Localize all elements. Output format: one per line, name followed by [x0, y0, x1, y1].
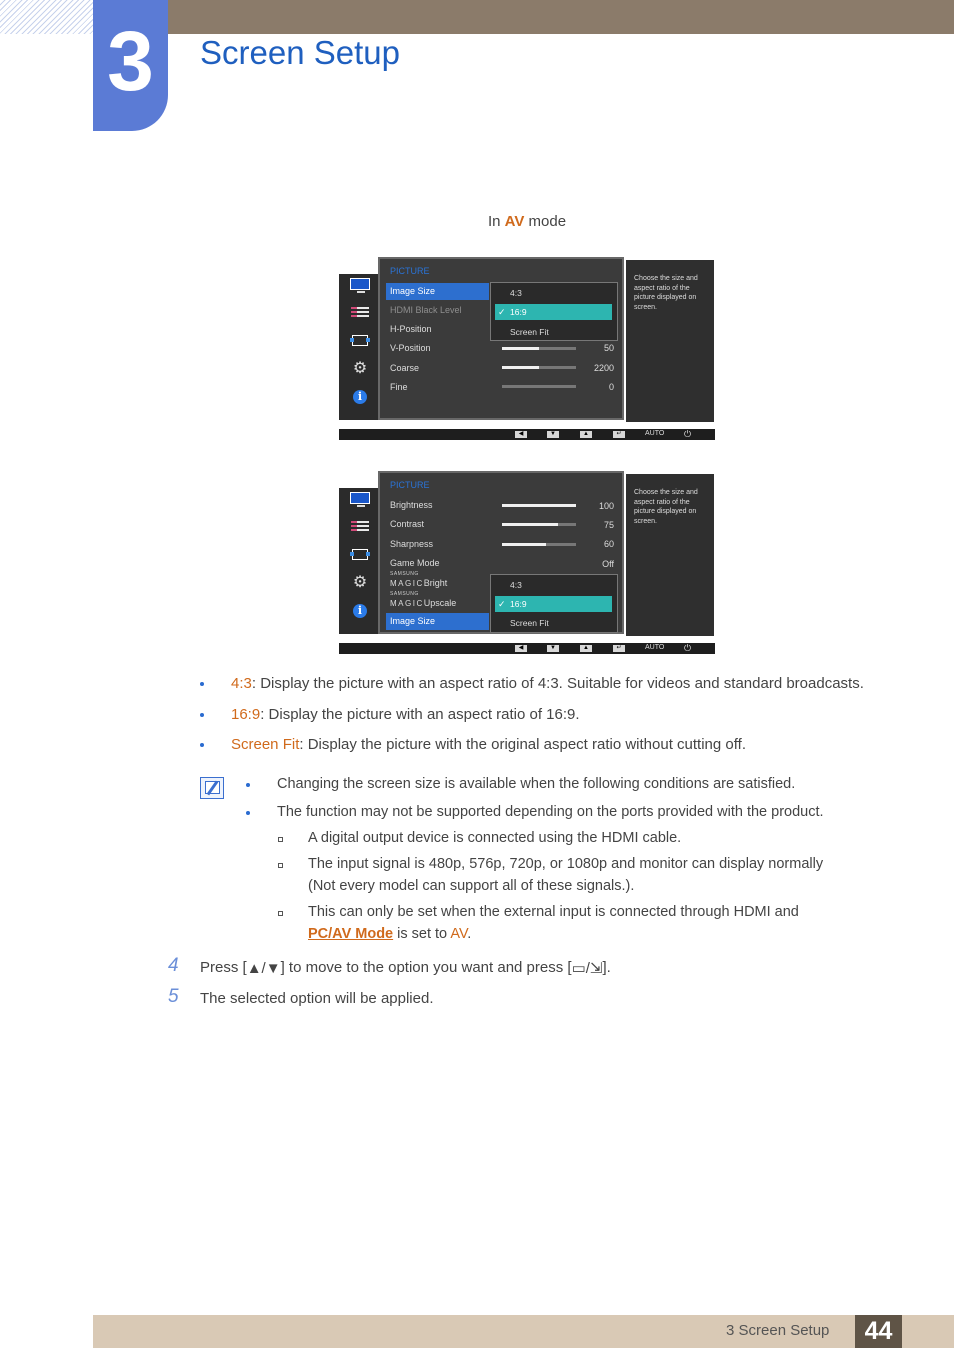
osd-menu-image-size-bottom [339, 471, 715, 655]
osd-item-fine[interactable]: Fine [390, 382, 408, 392]
osd-button-bar [339, 429, 715, 440]
osd-item-image-size[interactable]: Image Size [386, 283, 489, 300]
checkmark-icon: ✓ [498, 599, 506, 609]
option-4-3[interactable]: 4:3 [510, 288, 522, 298]
fine-value: 0 [608, 382, 614, 392]
contrast-slider[interactable] [502, 523, 576, 526]
sharpness-slider[interactable] [502, 543, 576, 546]
setup-gear-icon: ⚙ [352, 360, 368, 377]
fine-slider[interactable] [502, 385, 576, 388]
osd-main-panel [378, 471, 624, 634]
option-screen-fit[interactable]: Screen Fit [510, 327, 549, 337]
osd-item-sharpness[interactable]: Sharpness [390, 539, 434, 549]
header-hatch [0, 0, 93, 34]
image-size-dropdown [490, 282, 618, 341]
osd-item-coarse[interactable]: Coarse [390, 363, 420, 373]
osd-help-text: Choose the size and aspect ratio of the picture displayed on screen. [626, 260, 714, 422]
sharpness-value: 60 [603, 539, 614, 549]
osd-side-icons [339, 488, 378, 634]
osd-item-magic-upscale[interactable]: SAMSUNG MAGICUpscale [390, 591, 457, 608]
left-arrow-icon[interactable]: ◀ [515, 431, 527, 438]
brightness-value: 100 [598, 501, 614, 511]
up-arrow-icon[interactable]: ▲ [580, 431, 592, 438]
osd-item-v-position[interactable]: V-Position [390, 343, 431, 353]
left-arrow-icon[interactable]: ◀ [515, 645, 527, 652]
coarse-slider[interactable] [502, 366, 576, 369]
v-position-slider[interactable] [502, 347, 576, 350]
picture-monitor-icon [349, 276, 371, 294]
picture-monitor-icon [349, 490, 371, 508]
osd-menu-title: PICTURE [390, 480, 430, 490]
down-arrow-icon[interactable]: ▼ [547, 431, 559, 438]
osd-item-h-position[interactable]: H-Position [390, 324, 432, 334]
enter-icon[interactable]: ↵ [613, 645, 625, 652]
osd-side-icons [339, 274, 378, 420]
page-number: 44 [855, 1315, 902, 1348]
image-size-dropdown [490, 574, 618, 633]
up-arrow-icon[interactable]: ▲ [580, 645, 592, 652]
information-icon: i [349, 388, 371, 406]
option-screen-fit[interactable]: Screen Fit [510, 618, 549, 628]
option-4-3[interactable]: 4:3 [510, 580, 522, 590]
brightness-slider[interactable] [502, 504, 576, 507]
note-pencil-icon [200, 777, 224, 799]
power-icon[interactable]: ⏻ [684, 429, 692, 439]
enter-icon[interactable]: ↵ [613, 431, 625, 438]
figure-caption: In AV mode [487, 213, 567, 230]
osd-menu-image-size-top [339, 257, 715, 441]
game-mode-value: Off [602, 559, 614, 569]
size-position-icon [349, 546, 371, 564]
osd-help-text: Choose the size and aspect ratio of the picture displayed on screen. [626, 474, 714, 636]
footer-section-label: 3 Screen Setup [726, 1322, 830, 1339]
chapter-number: 3 [107, 14, 154, 108]
v-position-value: 50 [603, 343, 614, 353]
size-position-icon [349, 332, 371, 350]
chapter-title: Screen Setup [200, 34, 400, 71]
osd-item-hdmi-black-level[interactable]: HDMI Black Level [390, 305, 462, 315]
osd-item-game-mode[interactable]: Game Mode [390, 558, 440, 568]
auto-button[interactable]: AUTO [645, 644, 665, 651]
up-down-arrow-icon: ▲/▼ [246, 959, 281, 977]
osd-button-bar [339, 643, 715, 654]
osd-menu-title: PICTURE [390, 266, 430, 276]
option-16-9[interactable]: ✓ 16:9 [495, 304, 612, 320]
option-16-9[interactable]: ✓ 16:9 [495, 596, 612, 612]
page-footer [93, 1315, 954, 1348]
auto-button[interactable]: AUTO [645, 430, 665, 437]
osd-item-magic-bright[interactable]: SAMSUNG MAGICBright [390, 571, 448, 588]
osd-item-contrast[interactable]: Contrast [390, 519, 425, 529]
osd-main-panel [378, 257, 624, 420]
osd-item-brightness[interactable]: Brightness [390, 500, 433, 510]
setup-gear-icon: ⚙ [352, 574, 368, 591]
enter-source-icon: ▭/⇲ [571, 960, 603, 978]
osd-item-image-size[interactable]: Image Size [386, 613, 489, 630]
contrast-value: 75 [603, 520, 614, 530]
down-arrow-icon[interactable]: ▼ [547, 645, 559, 652]
coarse-value: 2200 [593, 363, 614, 373]
color-icon [349, 518, 371, 536]
information-icon: i [349, 602, 371, 620]
color-icon [349, 304, 371, 322]
checkmark-icon: ✓ [498, 307, 506, 317]
pc-av-mode-link[interactable]: PC/AV Mode [308, 926, 394, 942]
power-icon[interactable]: ⏻ [684, 643, 692, 653]
